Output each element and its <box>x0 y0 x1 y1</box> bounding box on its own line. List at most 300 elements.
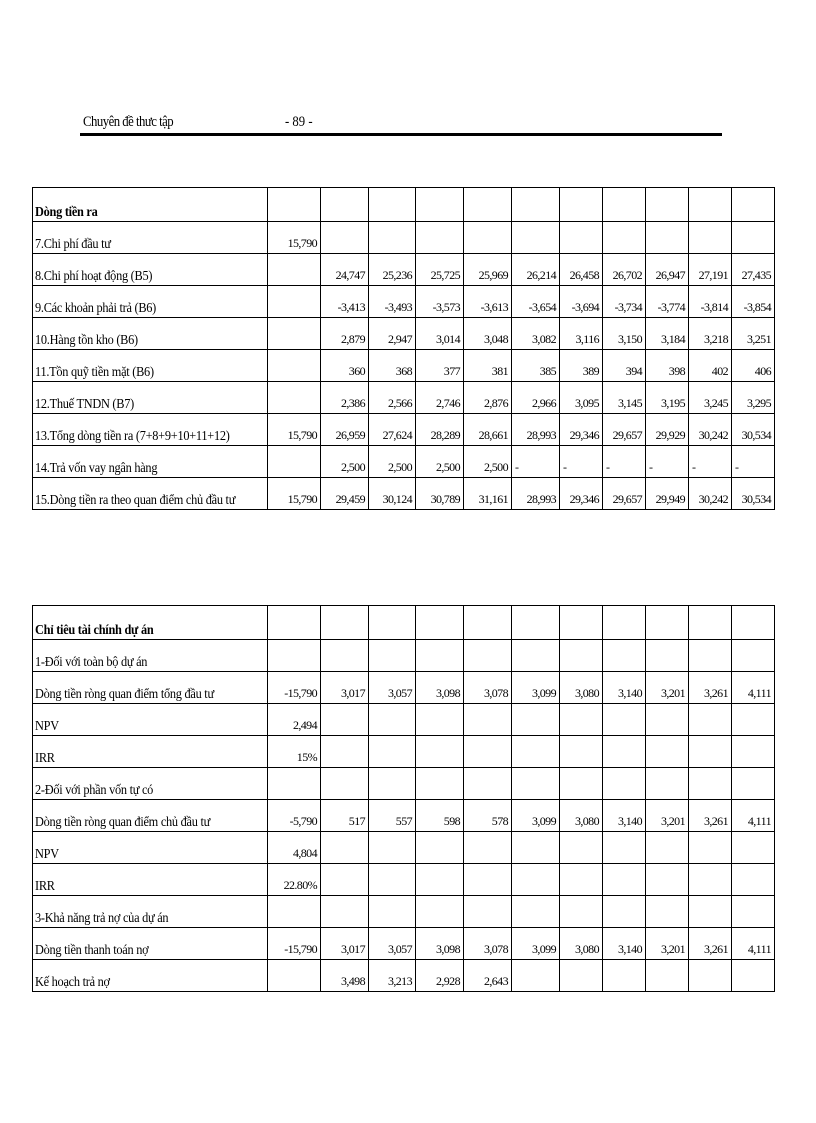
value-cell <box>603 896 646 928</box>
value-cell: 402 <box>689 350 732 382</box>
value-cell <box>732 736 775 768</box>
value-cell <box>321 832 369 864</box>
value-cell: 2,879 <box>321 318 369 350</box>
value-cell <box>732 704 775 736</box>
year0-cell <box>268 382 321 414</box>
value-cell <box>560 606 603 640</box>
value-cell <box>689 864 732 896</box>
table-row <box>33 446 775 478</box>
row-label-cell <box>33 864 268 896</box>
value-cell <box>689 896 732 928</box>
row-label: 12.Thuế TNDN (B7) <box>35 397 134 412</box>
value-cell: 2,746 <box>416 382 464 414</box>
value-cell: 381 <box>464 350 512 382</box>
table-row <box>33 736 775 768</box>
value-cell <box>369 736 416 768</box>
value-cell <box>603 864 646 896</box>
value-cell <box>464 736 512 768</box>
value-cell: 385 <box>512 350 560 382</box>
value-cell: 3,078 <box>464 928 512 960</box>
value-cell: 2,643 <box>464 960 512 992</box>
value-cell <box>512 864 560 896</box>
row-label: IRR <box>35 879 55 894</box>
value-cell: - <box>732 446 775 478</box>
value-cell: 25,725 <box>416 254 464 286</box>
row-label-cell <box>33 254 268 286</box>
year0-cell: 15,790 <box>268 478 321 510</box>
value-cell: 3,099 <box>512 800 560 832</box>
value-cell <box>416 704 464 736</box>
row-label-cell <box>33 188 268 222</box>
value-cell: -3,613 <box>464 286 512 318</box>
value-cell <box>464 188 512 222</box>
value-cell <box>689 960 732 992</box>
row-label: Dòng tiền ròng quan điểm tổng đầu tư <box>35 687 214 702</box>
year0-cell <box>268 188 321 222</box>
value-cell: 3,201 <box>646 928 689 960</box>
value-cell <box>689 640 732 672</box>
value-cell <box>603 768 646 800</box>
value-cell: 28,993 <box>512 414 560 446</box>
value-cell <box>416 222 464 254</box>
value-cell <box>560 960 603 992</box>
row-label: 1-Đối với toàn bộ dự án <box>35 655 148 670</box>
value-cell: 2,928 <box>416 960 464 992</box>
table-row <box>33 704 775 736</box>
row-label-cell <box>33 832 268 864</box>
table-row <box>33 640 775 672</box>
value-cell <box>646 768 689 800</box>
table-row <box>33 254 775 286</box>
value-cell <box>321 222 369 254</box>
row-label-cell <box>33 768 268 800</box>
row-label: NPV <box>35 719 59 734</box>
row-label: 15.Dòng tiền ra theo quan điểm chủ đầu tư <box>35 493 236 508</box>
value-cell <box>512 640 560 672</box>
value-cell: 2,500 <box>321 446 369 478</box>
table-row <box>33 286 775 318</box>
year0-cell: 15,790 <box>268 414 321 446</box>
value-cell: 31,161 <box>464 478 512 510</box>
value-cell: -3,493 <box>369 286 416 318</box>
value-cell: 368 <box>369 350 416 382</box>
value-cell <box>416 640 464 672</box>
value-cell: 3,261 <box>689 800 732 832</box>
table-row <box>33 188 775 222</box>
value-cell <box>689 768 732 800</box>
value-cell <box>646 896 689 928</box>
value-cell: 3,017 <box>321 928 369 960</box>
value-cell <box>603 640 646 672</box>
value-cell <box>560 704 603 736</box>
table-row <box>33 864 775 896</box>
value-cell: 3,261 <box>689 672 732 704</box>
value-cell: 406 <box>732 350 775 382</box>
year0-cell <box>268 640 321 672</box>
value-cell: 3,184 <box>646 318 689 350</box>
row-label: 2-Đối với phần vốn tự có <box>35 783 154 798</box>
value-cell <box>369 704 416 736</box>
value-cell: 2,386 <box>321 382 369 414</box>
year0-cell <box>268 896 321 928</box>
year0-cell: 22.80% <box>268 864 321 896</box>
row-label-cell <box>33 478 268 510</box>
value-cell <box>369 896 416 928</box>
value-cell: 4,111 <box>732 928 775 960</box>
table-row <box>33 672 775 704</box>
value-cell: 2,966 <box>512 382 560 414</box>
value-cell <box>369 222 416 254</box>
value-cell <box>732 864 775 896</box>
value-cell <box>369 832 416 864</box>
value-cell <box>321 896 369 928</box>
value-cell: -3,854 <box>732 286 775 318</box>
value-cell: 29,346 <box>560 478 603 510</box>
row-label: Chỉ tiêu tài chính dự án <box>35 623 154 638</box>
value-cell <box>512 704 560 736</box>
value-cell: 3,201 <box>646 672 689 704</box>
value-cell: - <box>560 446 603 478</box>
row-label-cell <box>33 672 268 704</box>
value-cell <box>603 606 646 640</box>
value-cell: -3,573 <box>416 286 464 318</box>
row-label-cell <box>33 350 268 382</box>
row-label-cell <box>33 286 268 318</box>
row-label-cell <box>33 382 268 414</box>
value-cell: 25,236 <box>369 254 416 286</box>
value-cell <box>464 606 512 640</box>
value-cell <box>646 188 689 222</box>
value-cell: - <box>689 446 732 478</box>
table-row <box>33 382 775 414</box>
value-cell <box>321 188 369 222</box>
year0-cell <box>268 318 321 350</box>
value-cell: - <box>646 446 689 478</box>
page-number: - 89 - <box>285 114 313 130</box>
value-cell: 3,082 <box>512 318 560 350</box>
value-cell: 394 <box>603 350 646 382</box>
row-label-cell <box>33 640 268 672</box>
value-cell: 578 <box>464 800 512 832</box>
value-cell: 3,498 <box>321 960 369 992</box>
value-cell: 29,949 <box>646 478 689 510</box>
value-cell: 29,929 <box>646 414 689 446</box>
value-cell: 25,969 <box>464 254 512 286</box>
value-cell: 3,213 <box>369 960 416 992</box>
value-cell <box>689 736 732 768</box>
value-cell: 398 <box>646 350 689 382</box>
value-cell: 28,661 <box>464 414 512 446</box>
value-cell <box>732 896 775 928</box>
value-cell <box>732 768 775 800</box>
value-cell <box>646 832 689 864</box>
value-cell <box>603 736 646 768</box>
value-cell <box>560 188 603 222</box>
value-cell: 3,098 <box>416 928 464 960</box>
value-cell <box>560 640 603 672</box>
year0-cell: 15% <box>268 736 321 768</box>
row-label-cell <box>33 800 268 832</box>
value-cell: -3,413 <box>321 286 369 318</box>
row-label: 8.Chi phí hoạt động (B5) <box>35 269 153 284</box>
value-cell: 30,124 <box>369 478 416 510</box>
value-cell: 30,242 <box>689 478 732 510</box>
table-row <box>33 832 775 864</box>
value-cell: 26,947 <box>646 254 689 286</box>
year0-cell: 15,790 <box>268 222 321 254</box>
value-cell: 3,014 <box>416 318 464 350</box>
value-cell: - <box>603 446 646 478</box>
value-cell <box>416 768 464 800</box>
value-cell: 29,657 <box>603 414 646 446</box>
table-row <box>33 800 775 832</box>
value-cell: 3,261 <box>689 928 732 960</box>
value-cell <box>369 864 416 896</box>
value-cell <box>689 606 732 640</box>
value-cell: 3,080 <box>560 928 603 960</box>
table-row <box>33 960 775 992</box>
value-cell: 26,214 <box>512 254 560 286</box>
value-cell: 389 <box>560 350 603 382</box>
value-cell: 26,959 <box>321 414 369 446</box>
row-label-cell <box>33 704 268 736</box>
year0-cell <box>268 768 321 800</box>
value-cell <box>321 640 369 672</box>
value-cell <box>512 896 560 928</box>
page-header <box>80 112 722 138</box>
value-cell: 3,145 <box>603 382 646 414</box>
value-cell: 3,195 <box>646 382 689 414</box>
value-cell: 3,099 <box>512 928 560 960</box>
value-cell: -3,814 <box>689 286 732 318</box>
row-label-cell <box>33 960 268 992</box>
value-cell: -3,734 <box>603 286 646 318</box>
value-cell: 3,116 <box>560 318 603 350</box>
value-cell <box>512 768 560 800</box>
table-row <box>33 318 775 350</box>
value-cell: 2,500 <box>464 446 512 478</box>
value-cell: 3,080 <box>560 672 603 704</box>
value-cell <box>512 188 560 222</box>
row-label: 10.Hàng tồn kho (B6) <box>35 333 138 348</box>
table-row <box>33 896 775 928</box>
value-cell: 30,242 <box>689 414 732 446</box>
value-cell <box>732 960 775 992</box>
table-row <box>33 768 775 800</box>
row-label: 13.Tổng dòng tiền ra (7+8+9+10+11+12) <box>35 429 230 444</box>
year0-cell: -15,790 <box>268 928 321 960</box>
value-cell: 3,201 <box>646 800 689 832</box>
value-cell <box>646 736 689 768</box>
year0-cell <box>268 350 321 382</box>
value-cell <box>689 832 732 864</box>
value-cell <box>732 832 775 864</box>
value-cell <box>689 188 732 222</box>
value-cell <box>603 704 646 736</box>
row-label: 14.Trả vốn vay ngân hàng <box>35 461 158 476</box>
year0-cell <box>268 286 321 318</box>
value-cell <box>464 832 512 864</box>
value-cell <box>646 222 689 254</box>
value-cell: -3,694 <box>560 286 603 318</box>
value-cell: 28,289 <box>416 414 464 446</box>
value-cell <box>416 864 464 896</box>
row-label-cell <box>33 736 268 768</box>
value-cell <box>689 704 732 736</box>
value-cell <box>321 864 369 896</box>
row-label: NPV <box>35 847 59 862</box>
value-cell: 30,534 <box>732 478 775 510</box>
value-cell: 377 <box>416 350 464 382</box>
value-cell: 3,140 <box>603 800 646 832</box>
value-cell <box>732 222 775 254</box>
value-cell <box>732 640 775 672</box>
row-label: 11.Tồn quỹ tiền mặt (B6) <box>35 365 154 380</box>
value-cell <box>464 864 512 896</box>
year0-cell: -15,790 <box>268 672 321 704</box>
value-cell: 27,624 <box>369 414 416 446</box>
year0-cell: 4,804 <box>268 832 321 864</box>
value-cell <box>321 768 369 800</box>
value-cell: 3,098 <box>416 672 464 704</box>
table-row <box>33 350 775 382</box>
row-label: 3-Khả năng trả nợ của dự án <box>35 911 169 926</box>
value-cell: 2,947 <box>369 318 416 350</box>
value-cell <box>646 864 689 896</box>
value-cell <box>646 960 689 992</box>
row-label-cell <box>33 606 268 640</box>
row-label: Dòng tiền ròng quan điểm chủ đầu tư <box>35 815 211 830</box>
value-cell: 598 <box>416 800 464 832</box>
value-cell: 3,140 <box>603 928 646 960</box>
value-cell: 3,095 <box>560 382 603 414</box>
value-cell: 24,747 <box>321 254 369 286</box>
value-cell <box>512 960 560 992</box>
value-cell <box>369 606 416 640</box>
table-row <box>33 478 775 510</box>
value-cell: 557 <box>369 800 416 832</box>
value-cell: 4,111 <box>732 672 775 704</box>
value-cell <box>512 222 560 254</box>
year0-cell <box>268 606 321 640</box>
value-cell <box>369 640 416 672</box>
value-cell <box>416 832 464 864</box>
row-label-cell <box>33 414 268 446</box>
value-cell <box>512 832 560 864</box>
value-cell <box>321 606 369 640</box>
value-cell <box>416 606 464 640</box>
value-cell <box>646 704 689 736</box>
value-cell: 26,702 <box>603 254 646 286</box>
value-cell: -3,774 <box>646 286 689 318</box>
value-cell <box>369 188 416 222</box>
table-row <box>33 414 775 446</box>
value-cell: 360 <box>321 350 369 382</box>
value-cell: 2,876 <box>464 382 512 414</box>
row-label: Kế hoạch trả nợ <box>35 975 110 990</box>
value-cell: 2,566 <box>369 382 416 414</box>
value-cell <box>464 704 512 736</box>
year0-cell <box>268 960 321 992</box>
value-cell <box>689 222 732 254</box>
table-row <box>33 928 775 960</box>
value-cell: -3,654 <box>512 286 560 318</box>
table-row <box>33 222 775 254</box>
value-cell: 3,150 <box>603 318 646 350</box>
row-label: Dòng tiền thanh toán nợ <box>35 943 149 958</box>
value-cell: 26,458 <box>560 254 603 286</box>
year0-cell: -5,790 <box>268 800 321 832</box>
row-label-cell <box>33 896 268 928</box>
value-cell <box>369 768 416 800</box>
value-cell: 29,657 <box>603 478 646 510</box>
value-cell: 517 <box>321 800 369 832</box>
value-cell: 3,017 <box>321 672 369 704</box>
value-cell <box>321 736 369 768</box>
value-cell <box>416 896 464 928</box>
value-cell: 30,534 <box>732 414 775 446</box>
value-cell <box>646 640 689 672</box>
year0-cell <box>268 254 321 286</box>
value-cell: 29,459 <box>321 478 369 510</box>
value-cell <box>732 606 775 640</box>
value-cell <box>560 896 603 928</box>
value-cell <box>512 736 560 768</box>
value-cell <box>321 704 369 736</box>
value-cell <box>464 768 512 800</box>
value-cell <box>560 222 603 254</box>
value-cell: 2,500 <box>369 446 416 478</box>
value-cell <box>560 768 603 800</box>
value-cell: 30,789 <box>416 478 464 510</box>
value-cell: 29,346 <box>560 414 603 446</box>
table-row <box>33 606 775 640</box>
row-label: Dòng tiền ra <box>35 205 98 220</box>
value-cell: 3,057 <box>369 672 416 704</box>
row-label-cell <box>33 318 268 350</box>
row-label-cell <box>33 928 268 960</box>
value-cell: 3,140 <box>603 672 646 704</box>
value-cell <box>603 222 646 254</box>
value-cell: 3,057 <box>369 928 416 960</box>
value-cell <box>646 606 689 640</box>
value-cell: 4,111 <box>732 800 775 832</box>
value-cell <box>416 736 464 768</box>
value-cell: 3,218 <box>689 318 732 350</box>
year0-cell: 2,494 <box>268 704 321 736</box>
value-cell: 3,245 <box>689 382 732 414</box>
value-cell: 2,500 <box>416 446 464 478</box>
year0-cell <box>268 446 321 478</box>
value-cell: 27,435 <box>732 254 775 286</box>
value-cell <box>464 222 512 254</box>
row-label-cell <box>33 446 268 478</box>
row-label: 7.Chi phí đầu tư <box>35 237 111 252</box>
value-cell: 3,048 <box>464 318 512 350</box>
value-cell: 27,191 <box>689 254 732 286</box>
value-cell <box>512 606 560 640</box>
value-cell <box>560 864 603 896</box>
value-cell: 3,295 <box>732 382 775 414</box>
value-cell <box>560 832 603 864</box>
value-cell: 28,993 <box>512 478 560 510</box>
header-rule <box>80 133 722 136</box>
financial-indicators-table <box>32 605 775 992</box>
value-cell <box>603 188 646 222</box>
value-cell <box>464 896 512 928</box>
row-label-cell <box>33 222 268 254</box>
value-cell <box>603 832 646 864</box>
